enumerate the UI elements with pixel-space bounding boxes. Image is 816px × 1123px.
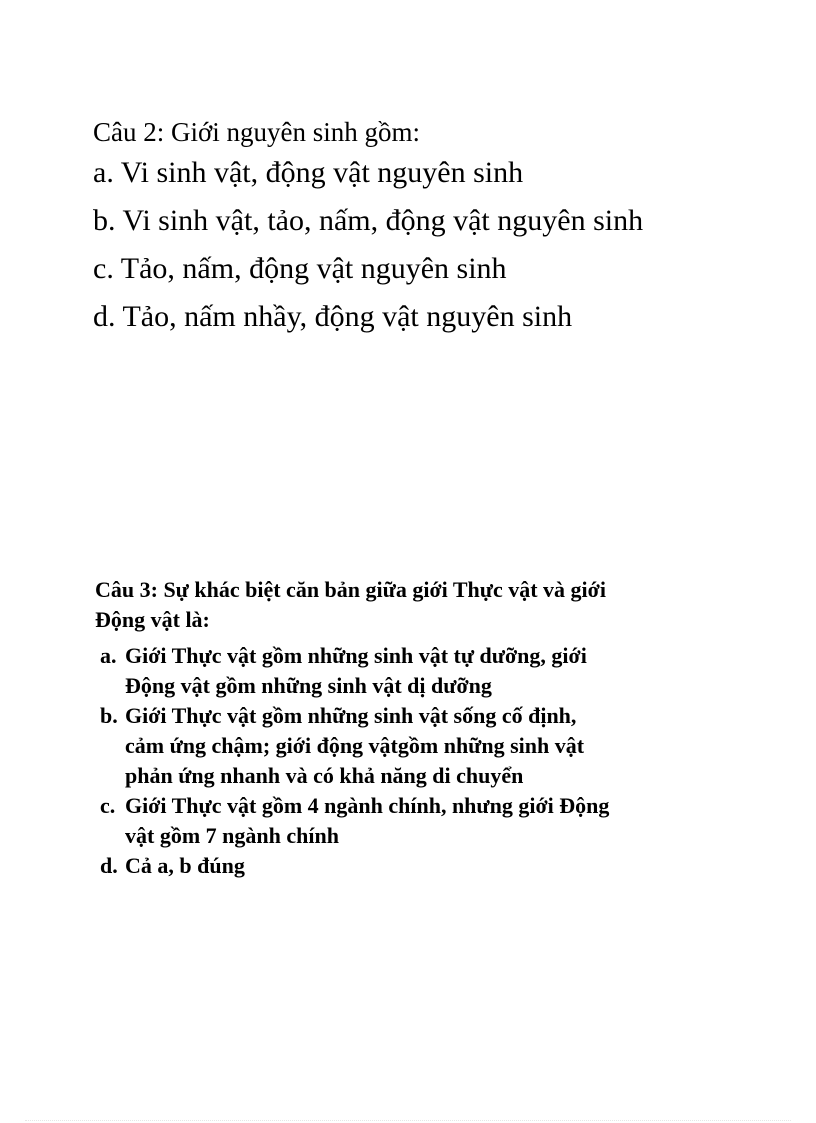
option-text: Giới Thực vật gồm 4 ngành chính, nhưng giới Động vật gồm 7 ngành chính [125, 793, 610, 848]
question-2 [93, 112, 653, 346]
option-text: Cả a, b đúng [125, 853, 245, 878]
question-2-option-c: c. Tảo, nấm, động vật nguyên sinh [93, 252, 507, 285]
question-3-option-c [95, 791, 615, 851]
option-text: Giới Thực vật gồm những sinh vật sống cố định, cảm ứng chậm; giới động vậtgồm những sinh vật phản ứng nhanh và có khả năng di chuyển [125, 703, 585, 788]
question-2-option-b: b. Vi sinh vật, tảo, nấm, động vật nguyên sinh [93, 204, 644, 237]
option-label: a. [100, 643, 117, 668]
option-label: c. [100, 793, 116, 818]
question-2-option-a: a. Vi sinh vật, động vật nguyên sinh [93, 156, 524, 189]
question-3-title: Câu 3: Sự khác biệt căn bản giữa giới Thực vật và giới Động vật là: [95, 577, 606, 632]
page-bottom-divider [25, 1120, 791, 1121]
question-3-option-b [95, 701, 615, 791]
question-3-option-d [95, 851, 615, 881]
question-3-option-a [95, 641, 615, 701]
option-text: Giới Thực vật gồm những sinh vật tự dưỡng, giới Động vật gồm những sinh vật dị dưỡng [125, 643, 587, 698]
option-label: d. [100, 853, 118, 878]
option-label: b. [100, 703, 118, 728]
question-3 [95, 575, 615, 881]
question-2-title: Câu 2: Giới nguyên sinh gồm: [93, 117, 421, 147]
question-2-option-d: d. Tảo, nấm nhầy, động vật nguyên sinh [93, 300, 573, 333]
